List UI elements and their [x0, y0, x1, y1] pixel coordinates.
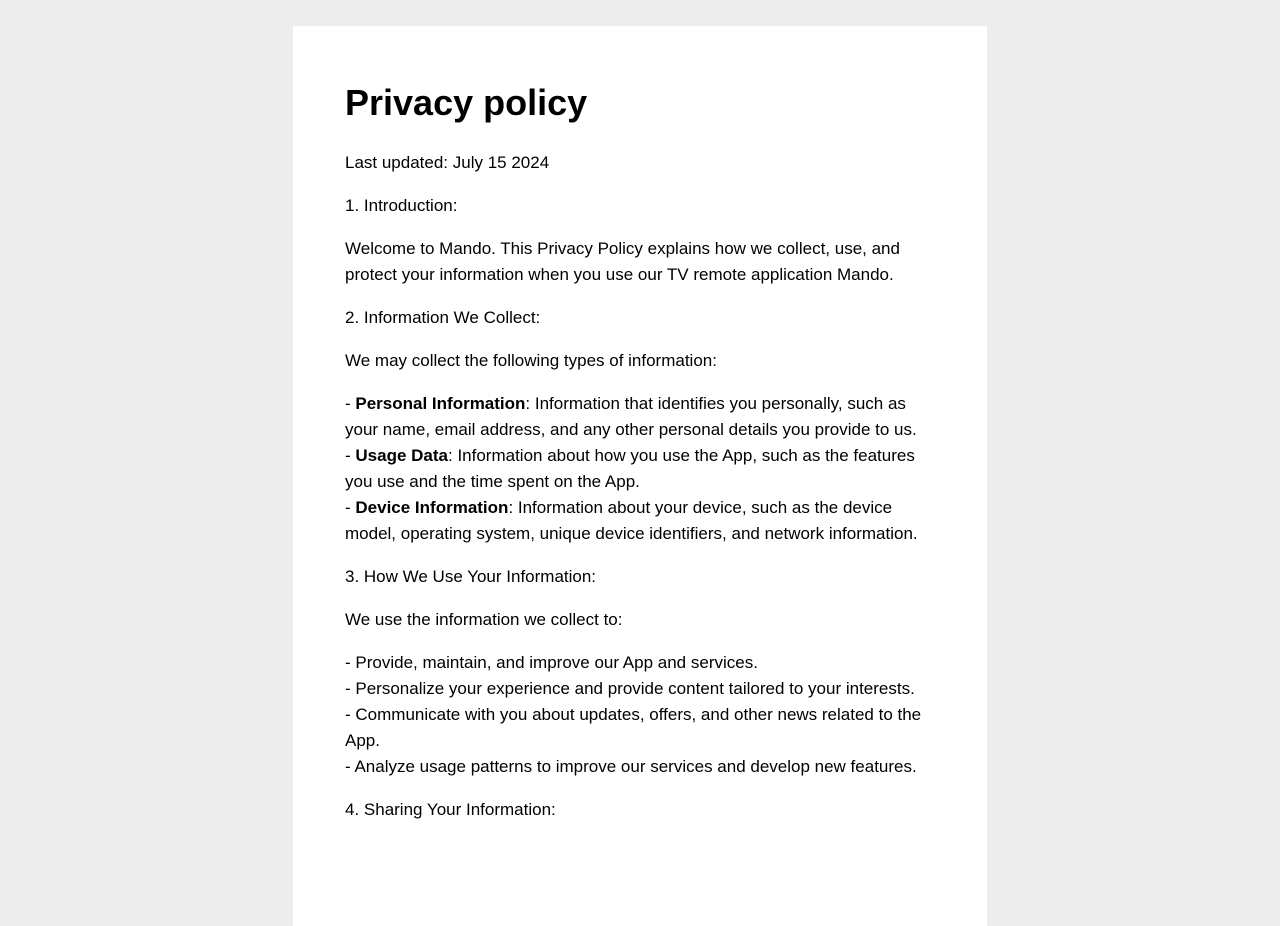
- list-item: - Provide, maintain, and improve our App and services.: [345, 653, 758, 672]
- introduction-text: Welcome to Mando. This Privacy Policy explains how we collect, use, and protect your information when you use our TV remote application Mando.: [345, 239, 900, 284]
- policy-card: [293, 26, 987, 926]
- term: Personal Information: [355, 394, 526, 413]
- usage-list: [345, 650, 935, 780]
- term: Device Information: [355, 498, 509, 517]
- description: : Information about your device, such as the device model, operating system, unique device identifiers, and network information.: [345, 498, 918, 543]
- how-we-use-intro: We use the information we collect to:: [345, 610, 623, 629]
- term: Usage Data: [355, 446, 448, 465]
- section-heading-introduction: 1. Introduction:: [345, 196, 458, 215]
- last-updated: Last updated: July 15 2024: [345, 153, 550, 172]
- section-heading-how-we-use: 3. How We Use Your Information:: [345, 567, 597, 586]
- list-item: - Communicate with you about updates, offers, and other news related to the App.: [345, 705, 922, 750]
- list-item: - Analyze usage patterns to improve our services and develop new features.: [345, 757, 917, 776]
- page-title: Privacy policy: [345, 82, 588, 123]
- information-collected-intro: We may collect the following types of information:: [345, 351, 717, 370]
- section-heading-information-collected: 2. Information We Collect:: [345, 308, 541, 327]
- information-types-list: - Personal Information: Information that identifies you personally, such as your name, email address, and any other personal details you provide to us. - Usage Data: Information about how you use the App, such as the features you use and the time spent on the App. - Device Information: Information about your device, such as the device model, operating system, unique device identifiers, and network information.: [345, 394, 918, 543]
- list-item: - Personalize your experience and provide content tailored to your interests.: [345, 679, 915, 698]
- description: : Information that identifies you personally, such as your name, email address, and any other personal details you provide to us.: [345, 394, 917, 439]
- description: : Information about how you use the App, such as the features you use and the time spent on the App.: [345, 446, 915, 491]
- section-heading-sharing: 4. Sharing Your Information:: [345, 800, 556, 819]
